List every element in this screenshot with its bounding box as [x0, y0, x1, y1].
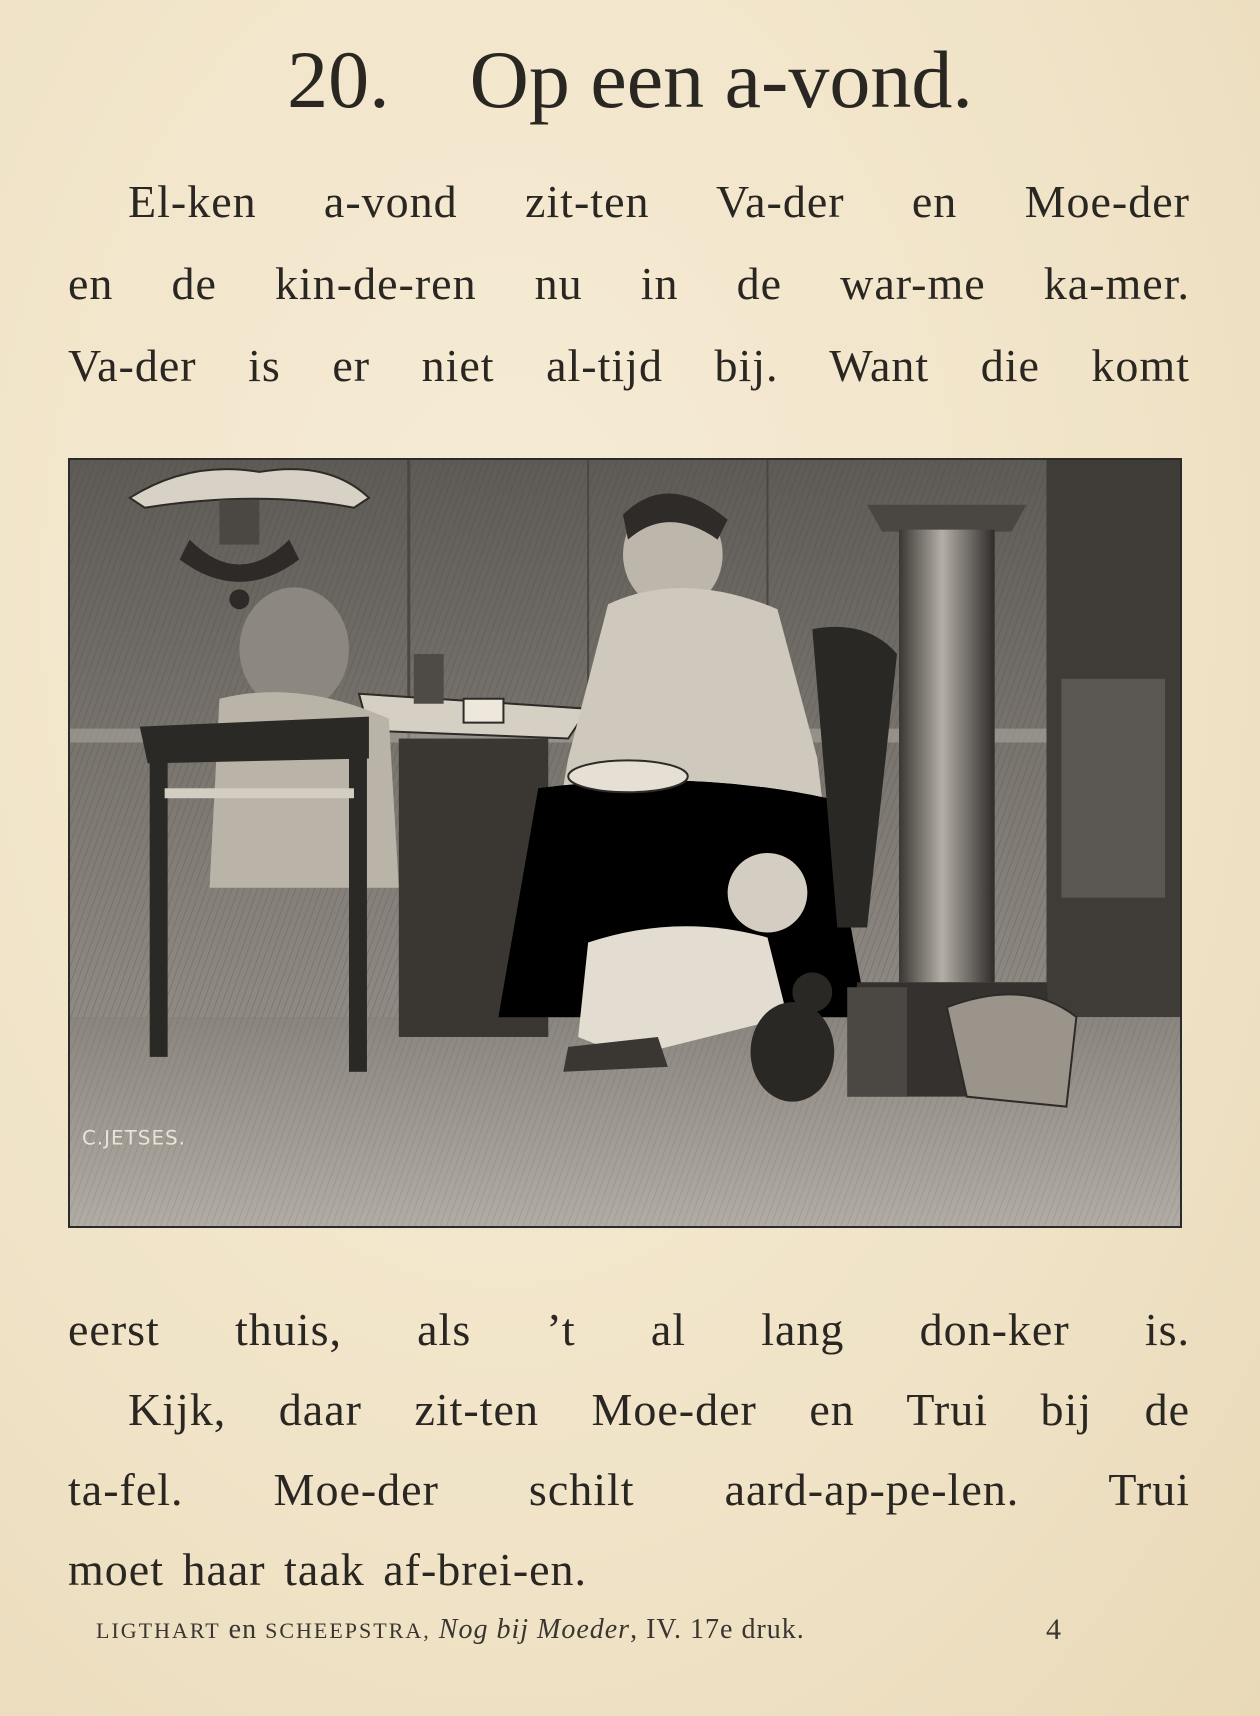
- footer-author-1: LIGTHART: [96, 1618, 221, 1643]
- text-line: en de kin-de-ren nu in de war-me ka-mer.: [68, 258, 1190, 309]
- footer-imprint: [96, 1612, 1096, 1649]
- page-number: 4: [1046, 1613, 1061, 1646]
- chapter-number: 20.: [287, 34, 390, 125]
- text-line: eerst thuis, als ’t al lang don-ker is.: [68, 1304, 1190, 1355]
- text-line: moet haar taak af-brei-en.: [68, 1544, 588, 1595]
- text-line: Kijk, daar zit-ten Moe-der en Trui bij de: [128, 1384, 1190, 1435]
- footer-edition: , IV. 17e druk.: [630, 1614, 805, 1645]
- footer-author-2: SCHEEPSTRA,: [265, 1618, 431, 1643]
- footer-and: en: [228, 1614, 258, 1645]
- text-line: ta-fel. Moe-der schilt aard-ap-pe-len. Trui: [68, 1464, 1190, 1515]
- artist-signature: C.JETSES.: [81, 1126, 187, 1150]
- illustration: [68, 458, 1182, 1228]
- footer-book-title: Nog bij Moeder: [438, 1614, 631, 1645]
- chapter-title: Op een a-vond.: [469, 34, 973, 125]
- text-line: Va-der is er niet al-tijd bij. Want die komt: [68, 340, 1190, 391]
- engraving-illustration: [70, 460, 1180, 1226]
- chapter-heading: [0, 30, 1260, 130]
- text-line: El-ken a-vond zit-ten Va-der en Moe-der: [128, 176, 1190, 227]
